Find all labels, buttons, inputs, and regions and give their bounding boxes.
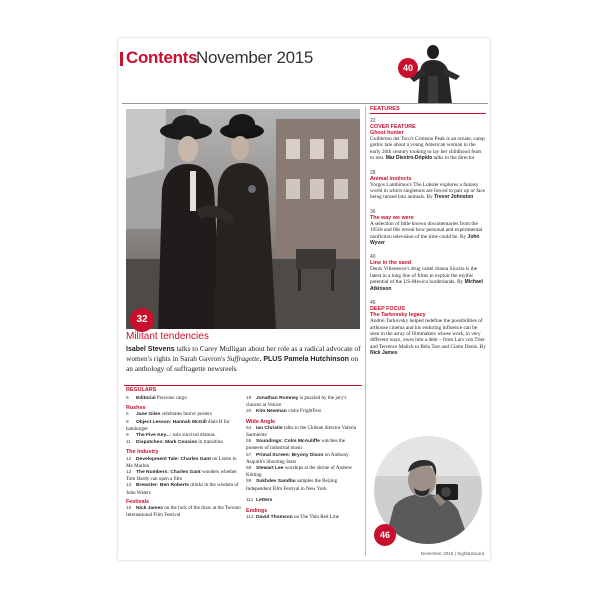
regular-page-num: 112 (246, 515, 254, 521)
regular-text: talks to the Chilean director Valeria Sarmiento (246, 424, 357, 439)
regular-item (126, 456, 242, 469)
header-accent-rule (120, 52, 123, 66)
regular-name: Dispatches: Mark Cousins (136, 440, 198, 446)
suffragette-still-icon (126, 109, 360, 329)
regular-text: on Anthony Asquith's Shooting Stars (246, 451, 349, 465)
features-column (370, 106, 486, 357)
features-rule (370, 113, 486, 114)
regular-item (126, 505, 242, 518)
lead-author-2: Pamela Hutchinson (283, 356, 349, 364)
regular-section: Rushes (126, 405, 146, 412)
regular-page-num: 57 (246, 452, 252, 458)
feature-byline: Nick James (370, 350, 398, 357)
magazine-page (118, 38, 490, 560)
regular-name: Letters (256, 497, 273, 503)
feature-body-text: Andrei Tarkovsky helped redefine the possibilities of arthouse cinema and his enduring influence can be seen in the array of filmmakers whose work, in very different ways, owes him a debt – from Lars von Trier and Terrence Malick to Béla Tarr and Claire Denis. By (370, 318, 486, 350)
regular-item (246, 514, 362, 521)
regular-item (246, 478, 362, 491)
regular-text: visits FrightFest (286, 408, 321, 415)
regular-name: Object Lesson: Hannah McGill (136, 419, 207, 425)
feature-head: The Tarkovsky legacy (370, 312, 426, 319)
regular-section: Festivals (126, 498, 150, 505)
regular-name: Brewster: Ben Roberts (136, 483, 189, 489)
regular-page-num: 56 (246, 439, 252, 445)
regular-name: Ian Christie (256, 425, 283, 431)
regular-text: on Listen to Me Marlon (126, 455, 237, 469)
feature-body-text: Denis Villeneuve's drug cartel drama Sicario is the latest in a long line of films to exploit the mythic potential of the US-Mexico borderlands. By (370, 266, 478, 286)
lead-author-1: Isabel Stevens (126, 346, 175, 353)
regular-page-num: 16 (126, 506, 132, 512)
regular-name: Kim Newman (256, 409, 287, 415)
regular-name: Primal Screen: Bryony Dixon (256, 452, 324, 458)
regular-item (246, 395, 362, 408)
lead-desc-1: talks to Carey Mulligan about her role as a radical advocate of women's rights in Sarah Gavron's (126, 344, 361, 364)
regular-item (126, 411, 242, 418)
feature-head: Line in the sand (370, 260, 412, 267)
lead-block (126, 331, 362, 374)
regular-page-num: 54 (246, 425, 252, 431)
regular-name: Editorial (136, 396, 156, 401)
regular-item (126, 482, 242, 495)
feature-head: Ghost hunter (370, 130, 404, 136)
feature-page-num: 46 (370, 300, 376, 307)
regular-page-num: 20 (246, 409, 252, 415)
feature-page-num: 40 (370, 254, 376, 261)
feature-body (370, 136, 486, 162)
feature-body (370, 182, 486, 201)
feature-body (370, 318, 486, 356)
lead-heading: Militant tendencies (126, 331, 209, 342)
regular-text: drinks in the wisdom of John Waters (126, 482, 239, 496)
feature-byline: Trevor Johnston (434, 194, 474, 201)
feature-item (370, 300, 486, 356)
regular-name: David Thomson (256, 515, 293, 521)
regular-text: celebrates horror posters (160, 411, 212, 418)
feature-body-text: A selection of little known documentaries from the 1950s and 60s reveal how personal and experimental nonfiction television of the time could be. By (370, 220, 483, 240)
regular-item (126, 395, 242, 402)
lead-plus: . PLUS (259, 356, 284, 364)
feature-byline: Mar Diestro-Dópido (385, 155, 433, 162)
regular-page-num: 6 (126, 412, 129, 418)
regular-name: Soundings: Colm McAuliffe (256, 439, 320, 445)
regular-text: worships at the shrine of Andrew Kötting (246, 465, 353, 479)
regular-item (246, 452, 362, 465)
regular-page-num: 11 (126, 440, 131, 446)
feature-item (370, 170, 486, 201)
lead-desc-2: on an anthology of suffragette newsreels (126, 354, 359, 374)
regulars-col-2 (246, 395, 362, 521)
feature-body-text: Guillermo del Toro's Crimson Peak is an ornate, camp gothic tale about a young American woman in the early 20th century looking to lay her childhood fears to rest. (370, 136, 485, 162)
feature-body (370, 221, 486, 247)
lead-film-title: Suffragette (227, 354, 260, 364)
regular-section: Endings (246, 508, 268, 515)
regular-text: is puzzled by the jury's choices at Venice (246, 395, 347, 409)
regular-text: watches the pioneers of industrial music (246, 438, 346, 452)
badge-cover: 32 (130, 308, 154, 332)
regular-text: on the luck of the draw at the Toronto International Film Festival (126, 505, 241, 519)
regulars-col-1 (126, 395, 242, 518)
regular-page-num: 58 (246, 466, 252, 472)
regular-text: Precious cargo (155, 395, 187, 401)
regular-text: in transition (197, 439, 223, 446)
header-divider (122, 103, 488, 104)
regular-item (126, 469, 242, 482)
regular-item (246, 497, 362, 504)
regular-text: dials H for hamburger (126, 418, 230, 432)
regular-item (246, 465, 362, 478)
regular-page-num: 13 (126, 470, 132, 476)
feature-head: Animal instincts (370, 175, 412, 182)
feature-item (370, 118, 486, 162)
regular-item (126, 439, 242, 446)
regular-item (126, 432, 242, 439)
regular-page-num: 111 (246, 497, 254, 503)
badge-bottom: 46 (374, 524, 396, 546)
regular-text: on The Thin Red Line (292, 514, 340, 521)
feature-body-text: Yorgos Lanthimos's The Lobster explores a fantasy world in which singletons are forced to pair up or face being turned into animals. By (370, 181, 486, 201)
regular-name: The Numbers: Charles Gant (136, 470, 201, 476)
regular-item (246, 408, 362, 415)
regular-item (246, 425, 362, 438)
feature-byline: John Wyver (370, 233, 480, 247)
feature-body (370, 266, 486, 292)
feature-page-num: 22 (370, 118, 376, 124)
regulars-label: REGULARS (126, 387, 157, 393)
features-label: FEATURES (370, 106, 400, 112)
column-divider (365, 106, 366, 556)
regular-page-num: 8 (126, 419, 129, 425)
feature-tail: talks to the director (432, 155, 475, 162)
regular-item (126, 419, 242, 432)
regular-page-num: 12 (126, 456, 132, 462)
feature-item (370, 254, 486, 292)
contents-title: Contents (126, 48, 198, 67)
regular-name: Development Tale: Charles Gant (136, 456, 211, 462)
regular-section: Wide Angle (246, 418, 276, 425)
regular-text: : solo survival dramas (169, 432, 215, 439)
regular-section: The Industry (126, 449, 159, 456)
regular-name: Nick James (136, 506, 163, 512)
issue-month: November 2015 (196, 48, 314, 67)
badge-top: 40 (398, 58, 418, 78)
feature-item (370, 209, 486, 247)
feature-kicker: DEEP FOCUS (370, 306, 405, 313)
page-footer: November 2015 | Sight&Sound (420, 551, 484, 556)
regulars-divider (124, 385, 362, 386)
regular-page-num: 5 (126, 396, 129, 401)
regular-page-num: 14 (126, 483, 132, 489)
lead-text (126, 344, 362, 374)
regular-name: The Five Key... (136, 433, 170, 439)
regular-item (246, 438, 362, 451)
feature-kicker: COVER FEATURE (370, 124, 416, 130)
feature-byline: Michael Atkinson (370, 279, 483, 292)
regular-name: Stewart Lee (256, 466, 284, 472)
regular-page-num: 59 (246, 479, 252, 485)
regular-name: Jane Giles (136, 412, 161, 418)
regular-name: Jonathan Romney (256, 396, 299, 401)
regular-page-num: 9 (126, 433, 129, 439)
regular-page-num: 18 (246, 396, 252, 401)
regular-name: Sukhdev Sandhu (256, 479, 296, 485)
feature-page-num: 36 (370, 208, 376, 215)
regular-text: samples the Beijing Independent Film Festival in New York (246, 478, 338, 492)
feature-page-num: 28 (370, 169, 376, 176)
regular-text: wonders whether Tom Hardy can open a film (126, 469, 237, 483)
feature-head: The way we were (370, 214, 414, 221)
